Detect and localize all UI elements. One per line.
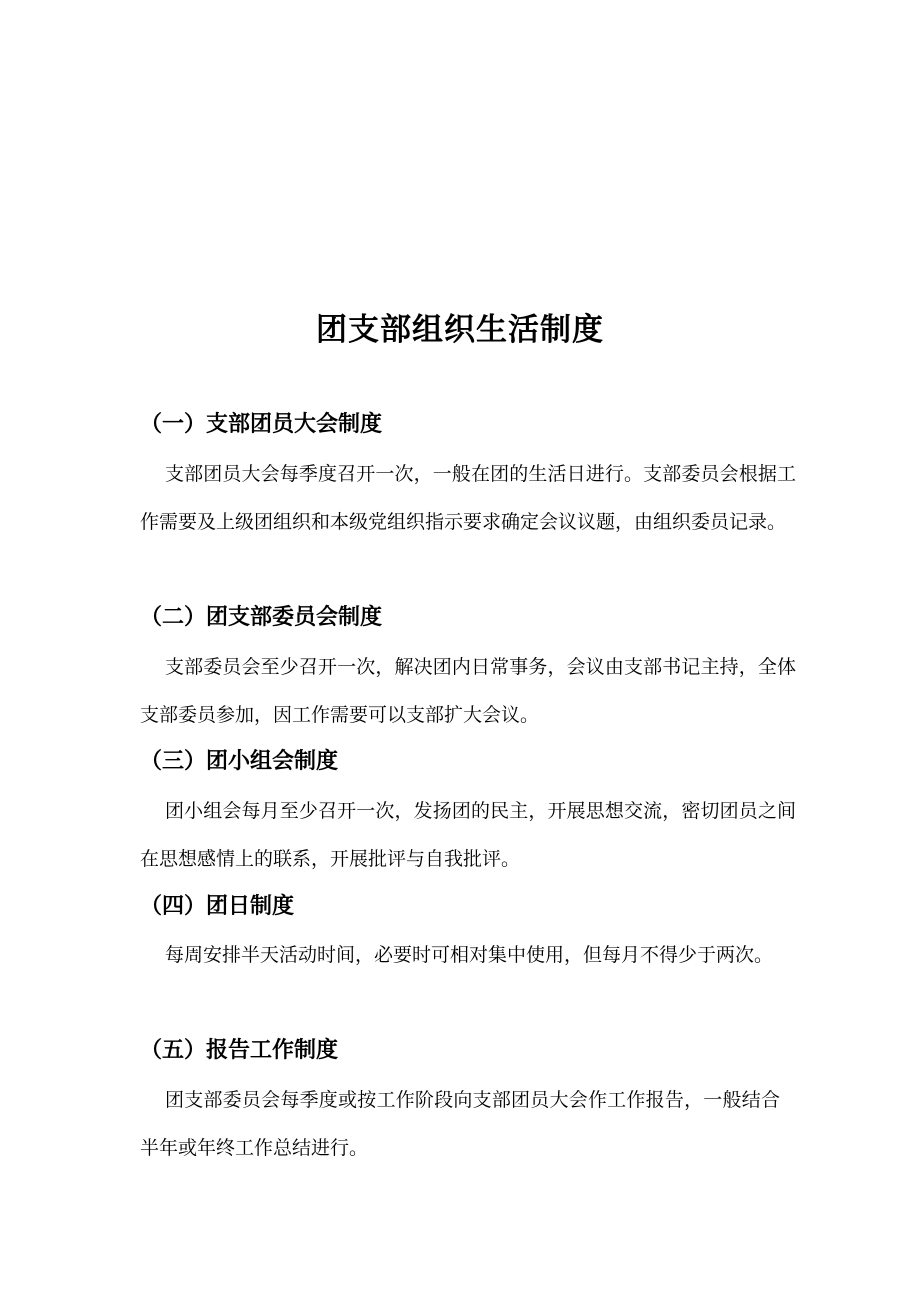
section-heading-4: （四）团日制度 [140, 894, 295, 919]
section-heading-5: （五）报告工作制度 [140, 1038, 339, 1063]
section-heading-3: （三）团小组会制度 [140, 749, 339, 774]
section-body-1: 支部团员大会每季度召开一次，一般在团的生活日进行。支部委员会根据工作需要及上级团组织和本级党组织指示要求确定会议议题，由组织委员记录。 [140, 463, 796, 533]
section-body-4: 每周安排半天活动时间，必要时可相对集中使用，但每月不得少于两次。 [165, 944, 774, 966]
section-body-5: 团支部委员会每季度或按工作阶段向支部团员大会作工作报告，一般结合半年或年终工作总结进行。 [140, 1089, 780, 1159]
section-body-3: 团小组会每月至少召开一次，发扬团的民主，开展思想交流，密切团员之间在思想感情上的联系，开展批评与自我批评。 [140, 800, 796, 870]
section-heading-1: （一）支部团员大会制度 [140, 412, 383, 437]
section-body-2: 支部委员会至少召开一次，解决团内日常事务，会议由支部书记主持，全体支部委员参加，因工作需要可以支部扩大会议。 [140, 656, 796, 726]
section-heading-2: （二）团支部委员会制度 [140, 605, 383, 630]
document-title: 团支部组织生活制度 [316, 312, 604, 348]
